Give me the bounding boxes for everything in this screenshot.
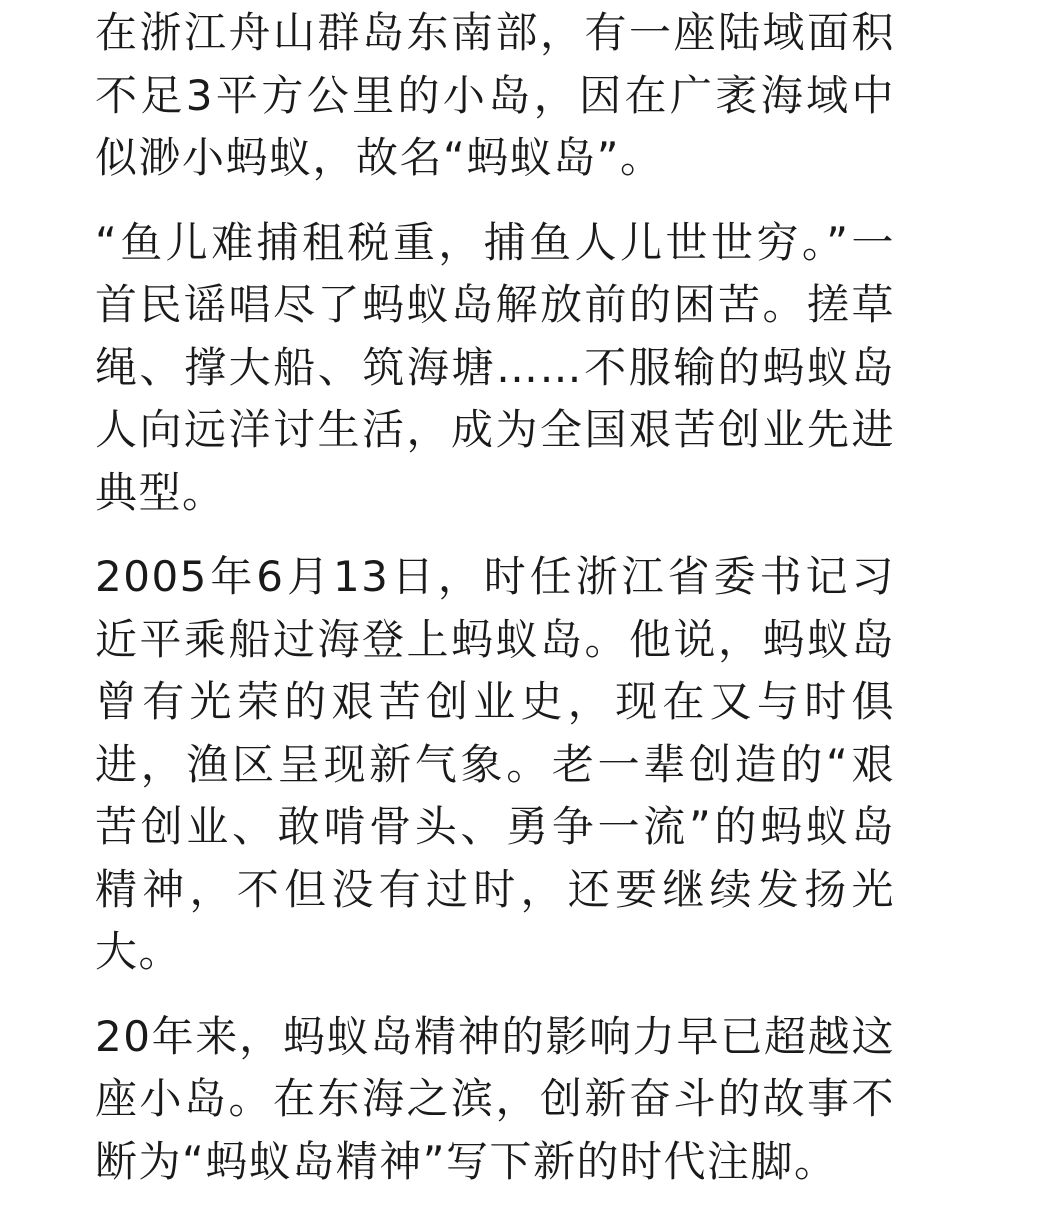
paragraph-intro: 在浙江舟山群岛东南部，有一座陆域面积不足3平方公里的小岛，因在广袤海域中似渺小蚂蚁，故名“蚂蚁岛”。 [95, 8, 895, 182]
article-body [95, 2, 895, 1215]
paragraph-visit: 2005年6月13日，时任浙江省委书记习近平乘船过海登上蚂蚁岛。他说，蚂蚁岛曾有光荣的艰苦创业史，现在又与时俱进，渔区呈现新气象。老一辈创造的“艰苦创业、敢啃骨头、勇争一流”的蚂蚁岛精神，不但没有过时，还要继续发扬光大。 [95, 552, 895, 976]
paragraph-history: “鱼儿难捕租税重，捕鱼人儿世世穷。”一首民谣唱尽了蚂蚁岛解放前的困苦。搓草绳、撑大船、筑海塘……不服输的蚂蚁岛人向远洋讨生活，成为全国艰苦创业先进典型。 [95, 217, 895, 517]
paragraph-legacy: 20年来，蚂蚁岛精神的影响力早已超越这座小岛。在东海之滨，创新奋斗的故事不断为“蚂蚁岛精神”写下新的时代注脚。 [95, 1011, 895, 1186]
